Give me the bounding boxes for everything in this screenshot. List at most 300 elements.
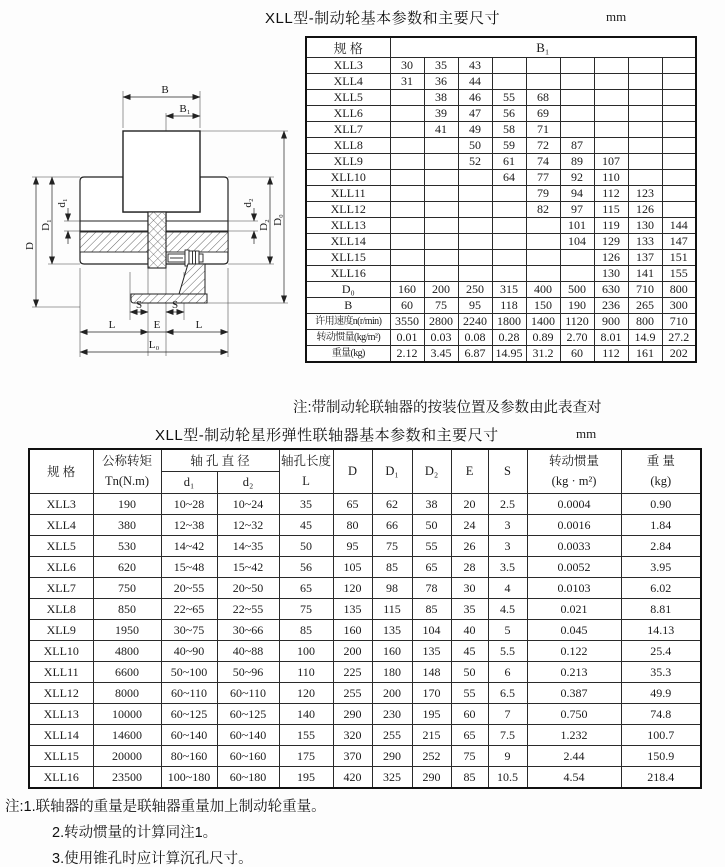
value-cell (424, 266, 458, 282)
value-cell: 144 (662, 218, 696, 234)
table-row (306, 218, 696, 234)
row-label-cell: XLL3 (29, 493, 93, 514)
value-cell: 120 (279, 682, 333, 703)
value-cell (628, 154, 662, 170)
col-header-weight (621, 449, 701, 493)
value-cell: 218.4 (621, 766, 701, 788)
value-cell: 195 (279, 766, 333, 788)
value-cell: 3.5 (488, 556, 527, 577)
value-cell (492, 266, 526, 282)
value-cell: 41 (424, 122, 458, 138)
row-label-cell: XLL7 (29, 577, 93, 598)
col-header-D1: D₁ (372, 449, 412, 493)
value-cell: 65 (412, 556, 451, 577)
value-cell: 380 (93, 514, 161, 535)
value-cell (492, 202, 526, 218)
value-cell: 60~110 (161, 682, 217, 703)
value-cell: 25.4 (621, 640, 701, 661)
row-label-cell: XLL10 (306, 170, 390, 186)
col-header-S: S (488, 449, 527, 493)
value-cell: 50~96 (217, 661, 279, 682)
value-cell: 59 (492, 138, 526, 154)
value-cell: 30~75 (161, 619, 217, 640)
value-cell: 12~38 (161, 514, 217, 535)
value-cell: 0.08 (458, 330, 492, 346)
value-cell: 8000 (93, 682, 161, 703)
value-cell: 8.81 (621, 598, 701, 619)
value-cell: 120 (333, 577, 372, 598)
value-cell: 50 (451, 661, 488, 682)
table-row (29, 682, 701, 703)
value-cell (526, 58, 560, 74)
row-label-cell: XLL4 (306, 74, 390, 90)
value-cell: 28 (451, 556, 488, 577)
value-cell (628, 90, 662, 106)
dim-label-S-left: S (135, 299, 143, 311)
value-cell: 85 (412, 598, 451, 619)
value-cell: 60~180 (217, 766, 279, 788)
value-cell: 43 (458, 58, 492, 74)
value-cell: 370 (333, 745, 372, 766)
value-cell: 75 (451, 745, 488, 766)
value-cell: 24 (451, 514, 488, 535)
value-cell: 290 (333, 703, 372, 724)
value-cell: 79 (526, 186, 560, 202)
value-cell (594, 122, 628, 138)
value-cell: 3.95 (621, 556, 701, 577)
value-cell: 2.44 (527, 745, 621, 766)
value-cell (662, 106, 696, 122)
value-cell: 82 (526, 202, 560, 218)
dim-label-L-left: L (108, 319, 116, 331)
value-cell: 60~160 (217, 745, 279, 766)
value-cell: 27.2 (662, 330, 696, 346)
value-cell (662, 58, 696, 74)
value-cell: 75 (424, 298, 458, 314)
value-cell: 20~55 (161, 577, 217, 598)
value-cell (594, 58, 628, 74)
table-row (29, 577, 701, 598)
row-label-cell: XLL15 (29, 745, 93, 766)
value-cell (526, 250, 560, 266)
value-cell: 2.70 (560, 330, 594, 346)
value-cell (390, 218, 424, 234)
row-label-cell: XLL14 (306, 234, 390, 250)
value-cell: 101 (560, 218, 594, 234)
value-cell: 3550 (390, 314, 424, 330)
value-cell (424, 250, 458, 266)
value-cell (424, 234, 458, 250)
table-row (29, 449, 701, 471)
value-cell (424, 154, 458, 170)
value-cell: 500 (560, 282, 594, 298)
table-row (306, 74, 696, 90)
value-cell: 135 (372, 619, 412, 640)
value-cell: 10~24 (217, 493, 279, 514)
header-line: 重 量 (646, 454, 675, 469)
table-row (306, 266, 696, 282)
row-label-cell: XLL7 (306, 122, 390, 138)
value-cell: 119 (594, 218, 628, 234)
col-header-E: E (451, 449, 488, 493)
row-label-cell: XLL5 (29, 535, 93, 556)
row-label-cell: 许用速度n(r/min) (306, 314, 390, 330)
value-cell (458, 234, 492, 250)
value-cell: 98 (372, 577, 412, 598)
value-cell: 290 (372, 745, 412, 766)
value-cell: 3 (488, 535, 527, 556)
value-cell: 160 (333, 619, 372, 640)
value-cell: 130 (594, 266, 628, 282)
row-label-cell: XLL13 (306, 218, 390, 234)
value-cell: 6.5 (488, 682, 527, 703)
dim-label-L-right: L (195, 319, 203, 331)
value-cell: 200 (333, 640, 372, 661)
footnote-2: 2.转动惯量的计算同注1。 (52, 825, 218, 841)
value-cell: 255 (372, 724, 412, 745)
value-cell: 46 (458, 90, 492, 106)
value-cell: 35.3 (621, 661, 701, 682)
table-row (306, 138, 696, 154)
value-cell (492, 58, 526, 74)
value-cell: 52 (458, 154, 492, 170)
value-cell: 40~88 (217, 640, 279, 661)
value-cell: 126 (628, 202, 662, 218)
unit-label-mm-2: mm (576, 426, 597, 441)
value-cell: 150 (526, 298, 560, 314)
value-cell (594, 74, 628, 90)
value-cell (390, 90, 424, 106)
col-header-torque (93, 449, 161, 493)
value-cell: 170 (412, 682, 451, 703)
value-cell: 50 (279, 535, 333, 556)
table-row (306, 250, 696, 266)
value-cell: 20 (451, 493, 488, 514)
value-cell: 151 (662, 250, 696, 266)
value-cell: 200 (424, 282, 458, 298)
row-label-cell: XLL16 (29, 766, 93, 788)
value-cell: 9 (488, 745, 527, 766)
table-row (306, 170, 696, 186)
value-cell: 123 (628, 186, 662, 202)
value-cell (560, 106, 594, 122)
value-cell: 95 (458, 298, 492, 314)
value-cell: 55 (412, 535, 451, 556)
value-cell: 129 (594, 234, 628, 250)
value-cell: 74 (526, 154, 560, 170)
value-cell: 14~35 (217, 535, 279, 556)
value-cell: 58 (492, 122, 526, 138)
value-cell: 14~42 (161, 535, 217, 556)
value-cell: 40 (451, 619, 488, 640)
value-cell (390, 250, 424, 266)
value-cell: 160 (390, 282, 424, 298)
value-cell (390, 186, 424, 202)
value-cell: 39 (424, 106, 458, 122)
value-cell: 0.01 (390, 330, 424, 346)
value-cell: 30 (390, 58, 424, 74)
value-cell: 5.5 (488, 640, 527, 661)
value-cell: 325 (372, 766, 412, 788)
table-row (29, 493, 701, 514)
value-cell: 44 (458, 74, 492, 90)
value-cell: 60 (451, 703, 488, 724)
value-cell: 7 (488, 703, 527, 724)
value-cell: 0.122 (527, 640, 621, 661)
value-cell: 110 (279, 661, 333, 682)
value-cell: 14.13 (621, 619, 701, 640)
value-cell: 110 (594, 170, 628, 186)
value-cell (458, 218, 492, 234)
value-cell: 60~125 (161, 703, 217, 724)
header-line: L (302, 474, 310, 489)
table-row (29, 514, 701, 535)
value-cell (662, 154, 696, 170)
value-cell: 105 (333, 556, 372, 577)
value-cell: 5 (488, 619, 527, 640)
value-cell (560, 58, 594, 74)
value-cell: 190 (93, 493, 161, 514)
value-cell (492, 186, 526, 202)
dim-label-d1: d₁ (56, 198, 68, 208)
value-cell (560, 266, 594, 282)
value-cell: 195 (412, 703, 451, 724)
value-cell: 22~65 (161, 598, 217, 619)
value-cell (390, 138, 424, 154)
col-header-bore-diameter: 轴 孔 直 径 (161, 449, 279, 471)
value-cell: 215 (412, 724, 451, 745)
table-row (29, 703, 701, 724)
value-cell: 0.28 (492, 330, 526, 346)
value-cell: 850 (93, 598, 161, 619)
value-cell (662, 138, 696, 154)
table-row (306, 37, 696, 58)
value-cell: 161 (628, 346, 662, 363)
value-cell: 30~66 (217, 619, 279, 640)
value-cell (390, 234, 424, 250)
value-cell: 0.387 (527, 682, 621, 703)
value-cell: 75 (279, 598, 333, 619)
footnote-3: 3.使用锥孔时应计算沉孔尺寸。 (52, 851, 253, 867)
value-cell: 40~90 (161, 640, 217, 661)
header-line: 轴孔长度 (281, 454, 332, 469)
value-cell: 118 (492, 298, 526, 314)
value-cell: 0.213 (527, 661, 621, 682)
value-cell: 710 (628, 282, 662, 298)
brake-wheel (123, 131, 200, 212)
col-header-inertia (527, 449, 621, 493)
header-line: (kg · m²) (551, 474, 597, 489)
value-cell (424, 202, 458, 218)
value-cell: 61 (492, 154, 526, 170)
value-cell: 80~160 (161, 745, 217, 766)
value-cell (424, 186, 458, 202)
row-label-cell: XLL14 (29, 724, 93, 745)
value-cell: 85 (372, 556, 412, 577)
table-row (29, 745, 701, 766)
row-label-cell: XLL9 (29, 619, 93, 640)
dim-label-D: D (24, 242, 36, 250)
value-cell: 23500 (93, 766, 161, 788)
col-header-D2: D₂ (412, 449, 451, 493)
value-cell: 0.89 (526, 330, 560, 346)
value-cell (662, 202, 696, 218)
value-cell (526, 234, 560, 250)
value-cell: 2800 (424, 314, 458, 330)
table-row (29, 598, 701, 619)
value-cell: 160 (372, 640, 412, 661)
value-cell: 290 (412, 766, 451, 788)
row-label-cell: D₀ (306, 282, 390, 298)
row-label-cell: XLL6 (29, 556, 93, 577)
value-cell: 45 (279, 514, 333, 535)
value-cell: 87 (560, 138, 594, 154)
value-cell: 38 (424, 90, 458, 106)
value-cell: 750 (93, 577, 161, 598)
row-label-cell: XLL6 (306, 106, 390, 122)
value-cell (390, 170, 424, 186)
value-cell (628, 138, 662, 154)
value-cell: 0.045 (527, 619, 621, 640)
value-cell: 200 (372, 682, 412, 703)
value-cell: 133 (628, 234, 662, 250)
row-label-cell: XLL12 (306, 202, 390, 218)
value-cell: 50~100 (161, 661, 217, 682)
value-cell: 250 (458, 282, 492, 298)
value-cell (458, 202, 492, 218)
value-cell: 35 (279, 493, 333, 514)
value-cell: 30 (451, 577, 488, 598)
value-cell: 135 (333, 598, 372, 619)
table-row (306, 298, 696, 314)
col-header-spec: 规 格 (29, 449, 93, 493)
table-row (29, 535, 701, 556)
value-cell: 66 (372, 514, 412, 535)
value-cell: 50 (412, 514, 451, 535)
value-cell: 2.84 (621, 535, 701, 556)
value-cell: 60 (560, 346, 594, 363)
coupling-table (28, 448, 702, 789)
value-cell: 56 (492, 106, 526, 122)
footnote-1: 注:1.联轴器的重量是联轴器重量加上制动轮重量。 (5, 799, 326, 815)
value-cell: 60~140 (161, 724, 217, 745)
value-cell: 202 (662, 346, 696, 363)
value-cell (492, 234, 526, 250)
value-cell: 800 (628, 314, 662, 330)
value-cell: 3 (488, 514, 527, 535)
value-cell: 4 (488, 577, 527, 598)
page-title-brake-wheel: XLL型-制动轮基本参数和主要尺寸 (265, 10, 501, 27)
value-cell: 420 (333, 766, 372, 788)
value-cell: 97 (560, 202, 594, 218)
value-cell: 255 (333, 682, 372, 703)
value-cell (628, 106, 662, 122)
value-cell: 137 (628, 250, 662, 266)
table1-note: 注:带制动轮联轴器的按装位置及参数由此表查对 (293, 400, 602, 416)
value-cell: 315 (492, 282, 526, 298)
value-cell: 0.0052 (527, 556, 621, 577)
value-cell (492, 74, 526, 90)
value-cell: 155 (279, 724, 333, 745)
value-cell: 60 (390, 298, 424, 314)
row-label-cell: B (306, 298, 390, 314)
value-cell (560, 74, 594, 90)
bracket-web (179, 264, 205, 294)
header-line: Tn(N.m) (104, 474, 150, 489)
dim-label-D2: D₂ (258, 219, 270, 231)
value-cell: 20000 (93, 745, 161, 766)
value-cell: 78 (412, 577, 451, 598)
value-cell: 1800 (492, 314, 526, 330)
table-row (306, 186, 696, 202)
row-label-cell: XLL5 (306, 90, 390, 106)
value-cell: 236 (594, 298, 628, 314)
value-cell: 126 (594, 250, 628, 266)
value-cell: 20~50 (217, 577, 279, 598)
value-cell: 225 (333, 661, 372, 682)
row-label-cell: XLL9 (306, 154, 390, 170)
table-row (306, 106, 696, 122)
value-cell (424, 170, 458, 186)
value-cell (458, 266, 492, 282)
row-label-cell: XLL11 (306, 186, 390, 202)
value-cell: 89 (560, 154, 594, 170)
value-cell: 72 (526, 138, 560, 154)
value-cell (526, 218, 560, 234)
value-cell: 115 (372, 598, 412, 619)
value-cell: 800 (662, 282, 696, 298)
value-cell: 6.02 (621, 577, 701, 598)
dim-label-D0: D₀ (272, 214, 284, 226)
value-cell: 65 (333, 493, 372, 514)
value-cell: 56 (279, 556, 333, 577)
value-cell: 6 (488, 661, 527, 682)
value-cell: 12~32 (217, 514, 279, 535)
value-cell: 135 (412, 640, 451, 661)
col-header-d2: d₂ (217, 471, 279, 493)
value-cell: 6600 (93, 661, 161, 682)
value-cell: 71 (526, 122, 560, 138)
value-cell: 64 (492, 170, 526, 186)
value-cell: 100.7 (621, 724, 701, 745)
col-header-D: D (333, 449, 372, 493)
value-cell: 150.9 (621, 745, 701, 766)
table-row (29, 661, 701, 682)
value-cell: 92 (560, 170, 594, 186)
row-label-cell: 转动惯量(kg/m²) (306, 330, 390, 346)
dim-label-d2: d₂ (242, 198, 254, 208)
value-cell: 45 (451, 640, 488, 661)
value-cell: 112 (594, 346, 628, 363)
value-cell: 7.5 (488, 724, 527, 745)
value-cell: 77 (526, 170, 560, 186)
table-row (29, 556, 701, 577)
value-cell (628, 170, 662, 186)
col-header-b1: B₁ (390, 37, 696, 58)
value-cell: 36 (424, 74, 458, 90)
value-cell (628, 58, 662, 74)
table2-body (29, 493, 701, 788)
value-cell (424, 138, 458, 154)
value-cell: 75 (372, 535, 412, 556)
value-cell: 0.0004 (527, 493, 621, 514)
value-cell: 10000 (93, 703, 161, 724)
technical-drawing (22, 80, 300, 392)
value-cell (492, 218, 526, 234)
dim-label-S-right: S (171, 299, 179, 311)
value-cell (560, 90, 594, 106)
unit-label-mm-1: mm (606, 9, 627, 24)
